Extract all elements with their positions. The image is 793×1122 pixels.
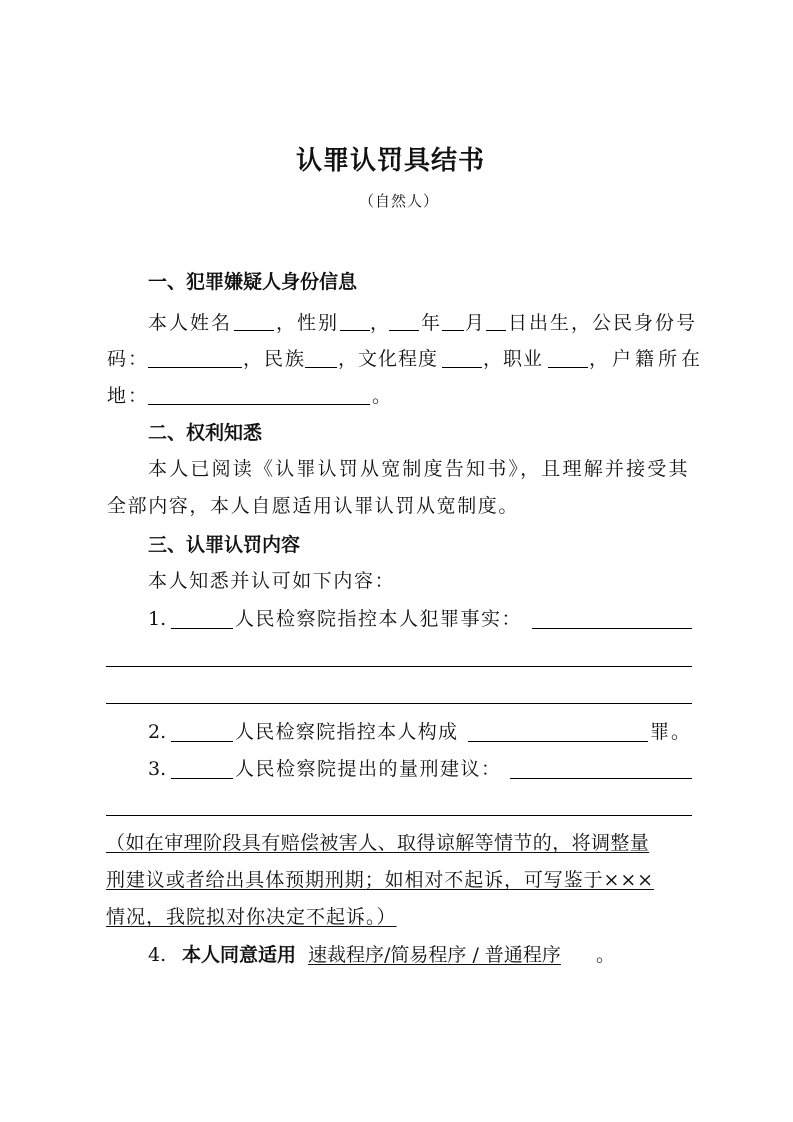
id-number-blank	[148, 367, 242, 368]
item2-text: 人民检察院指控本人构成	[235, 721, 459, 743]
section2-line1: 本人已阅读《认罪认罚从宽制度告知书》，且理解并接受其	[148, 458, 690, 480]
item2-charge-blank	[468, 741, 648, 742]
section1-heading: 一、犯罪嫌疑人身份信息	[148, 271, 358, 293]
text-birth-id-label: 日出生，公民身份号	[508, 312, 698, 334]
document-subtitle: （自然人）	[359, 192, 440, 210]
text-id-label: 码：	[107, 348, 150, 370]
note-line3: 情况，我院拟对你决定不起诉。）	[106, 906, 397, 928]
text-domicile-label: ，户籍所在	[589, 348, 705, 370]
text-month: 月	[465, 312, 485, 334]
item4-label: 本人同意适用	[182, 944, 297, 966]
ethnicity-blank	[305, 367, 337, 368]
item2-procuratorate-blank	[171, 741, 233, 742]
section3-heading: 三、认罪认罚内容	[148, 534, 301, 556]
text-comma: ，	[370, 312, 390, 334]
domicile-blank	[148, 404, 370, 405]
text-period: 。	[372, 385, 392, 407]
document-title: 认罪认罚具结书	[296, 146, 486, 176]
birth-month-blank	[442, 330, 464, 331]
item1-facts-line-2	[106, 666, 692, 667]
gender-blank	[340, 330, 370, 331]
text-domicile-cont: 地：	[107, 385, 150, 407]
text-name-label: 本人姓名	[148, 312, 233, 334]
item3-procuratorate-blank	[171, 778, 233, 779]
item2-end: 罪。	[650, 721, 693, 743]
item3-sentencing-blank	[510, 778, 692, 779]
item1-facts-line-3	[106, 703, 692, 704]
item3-text: 人民检察院提出的量刑建议：	[235, 758, 502, 780]
item4-procedure-options: 速裁程序/简易程序 / 普通程序	[308, 944, 561, 966]
note-line2: 刑建议或者给出具体预期刑期；如相对不起诉，可写鉴于×××	[106, 869, 654, 891]
birth-year-blank	[389, 330, 419, 331]
item2-number: 2.	[148, 721, 167, 743]
birth-day-blank	[486, 330, 506, 331]
item4-number: 4.	[148, 944, 167, 966]
text-gender-label: ，性别	[276, 312, 340, 334]
occupation-blank	[548, 367, 588, 368]
text-occupation-label: ，职业	[483, 348, 544, 370]
item1-text: 人民检察院指控本人犯罪事实：	[235, 608, 523, 630]
section2-line2: 全部内容，本人自愿适用认罪认罚从宽制度。	[107, 495, 520, 517]
item1-procuratorate-blank	[171, 628, 233, 629]
text-ethnicity-label: ，民族	[243, 348, 307, 370]
section3-intro: 本人知悉并认可如下内容：	[148, 570, 396, 592]
item3-sentencing-line-2	[106, 815, 692, 816]
note-line1: （如在审理阶段具有赔偿被害人、取得谅解等情节的，将调整量	[106, 832, 650, 854]
section2-heading: 二、权利知悉	[148, 422, 263, 444]
education-blank	[442, 367, 482, 368]
text-year: 年	[421, 312, 441, 334]
item4-end: 。	[596, 944, 616, 966]
item1-number: 1.	[148, 608, 167, 630]
text-education-label: ，文化程度	[338, 348, 439, 370]
item3-number: 3.	[148, 758, 167, 780]
name-blank	[234, 330, 274, 331]
item1-facts-blank	[532, 628, 692, 629]
